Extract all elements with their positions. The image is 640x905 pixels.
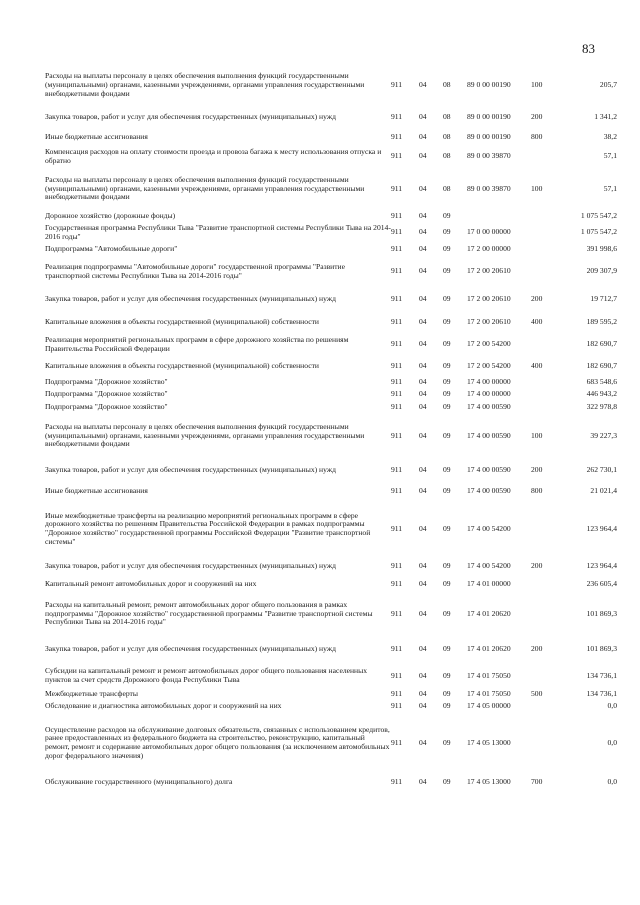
subsection-code-cell: 09 <box>443 361 451 371</box>
ministry-code-cell: 911 <box>391 777 403 787</box>
table-row <box>45 483 617 501</box>
amount-cell: 391 998,6 <box>586 243 617 253</box>
row-description-cell: Субсидии на капитальный ремонт и ремонт автомобильных дорог общего пользования населенных пунктов за счет средств Дорожного фонда Республики Тыва <box>45 666 367 685</box>
expense-type-code-cell: 100 <box>531 80 543 90</box>
row-description-cell: Реализация мероприятий региональных программ в сфере дорожного хозяйства по решениям Правительства Российской Федерации <box>45 334 349 353</box>
section-code-cell: 04 <box>419 430 427 440</box>
ministry-code-cell: 911 <box>391 131 403 141</box>
row-description-cell: Обследование и диагностика автомобильных дорог и сооружений на них <box>45 701 282 711</box>
expense-type-code-cell: 200 <box>531 464 543 474</box>
row-description-cell: Закупка товаров, работ и услуг для обеспечения государственных (муниципальных) нужд <box>45 112 336 122</box>
table-row <box>45 689 617 701</box>
target-article-code-cell: 17 4 01 00000 <box>467 578 511 588</box>
expense-type-code-cell <box>531 224 563 242</box>
expense-type-code-cell: 200 <box>531 644 543 654</box>
table-row <box>45 357 617 377</box>
amount-cell: 39 227,3 <box>590 430 617 440</box>
target-article-code-cell: 17 0 00 00000 <box>467 227 511 237</box>
target-article-code-cell: 17 4 01 20620 <box>467 608 511 618</box>
subsection-code-cell: 09 <box>443 608 451 618</box>
ministry-code-cell: 911 <box>391 689 403 699</box>
expense-type-code-cell <box>531 701 563 713</box>
ministry-code-cell: 911 <box>391 464 403 474</box>
ministry-code-cell: 911 <box>391 578 403 588</box>
row-description-cell: Обслуживание государственного (муниципального) долга <box>45 777 233 787</box>
target-article-code-cell: 17 4 05 13000 <box>467 737 511 747</box>
expense-type-code-cell <box>531 333 563 357</box>
ministry-code-cell: 911 <box>391 293 403 303</box>
table-row <box>45 169 617 209</box>
target-article-code-cell: 17 2 00 20610 <box>467 293 511 303</box>
ministry-code-cell: 911 <box>391 644 403 654</box>
ministry-code-cell: 911 <box>391 112 403 122</box>
ministry-code-cell: 911 <box>391 430 403 440</box>
row-description-cell: Подпрограмма "Дорожное хозяйство" <box>45 402 168 412</box>
table-row <box>45 458 617 483</box>
ministry-code-cell: 911 <box>391 737 403 747</box>
ministry-code-cell: 911 <box>391 316 403 326</box>
row-description-cell: Подпрограмма "Дорожное хозяйство" <box>45 389 168 399</box>
expense-type-code-cell <box>531 389 563 401</box>
ministry-code-cell: 911 <box>391 339 403 349</box>
target-article-code-cell: 17 4 00 54200 <box>467 523 511 533</box>
row-description-cell: Капитальные вложения в объекты государственной (муниципальной) собственности <box>45 316 319 326</box>
subsection-code-cell: 08 <box>443 151 451 161</box>
amount-cell: 1 341,2 <box>594 112 617 122</box>
expense-type-code-cell: 100 <box>531 430 543 440</box>
row-description-cell: Осуществление расходов на обслуживание долговых обязательств, связанных с использованием кредитов, ранее предоставленных из федерального бюджета на строительство, реконструкцию, капитальный ремонт, ремонт и содержание автомобильных дорог общего пользования (за исключением автомобильных дорог федерального значения) <box>45 724 390 760</box>
section-code-cell: 04 <box>419 578 427 588</box>
target-article-code-cell: 17 4 00 54200 <box>467 561 511 571</box>
expense-type-code-cell <box>531 242 563 257</box>
ministry-code-cell: 911 <box>391 183 403 193</box>
subsection-code-cell: 09 <box>443 316 451 326</box>
section-code-cell: 04 <box>419 293 427 303</box>
row-description-cell: Расходы на выплаты персоналу в целях обеспечения выполнения функций государственными (муниципальными) органами, казенными учреждениями, органами управления государственными внебюджетными фондами <box>45 71 365 98</box>
section-code-cell: 04 <box>419 561 427 571</box>
subsection-code-cell: 09 <box>443 670 451 680</box>
section-code-cell: 04 <box>419 339 427 349</box>
amount-cell: 0,0 <box>607 701 617 711</box>
amount-cell: 0,0 <box>607 737 617 747</box>
amount-cell: 21 021,4 <box>590 486 617 496</box>
subsection-code-cell: 08 <box>443 112 451 122</box>
target-article-code-cell: 17 2 00 54200 <box>467 361 511 371</box>
target-article-code-cell: 89 0 00 39870 <box>467 151 511 161</box>
ministry-code-cell: 911 <box>391 151 403 161</box>
section-code-cell: 04 <box>419 151 427 161</box>
target-article-code-cell: 17 4 01 75050 <box>467 670 511 680</box>
row-description-cell: Компенсация расходов на оплату стоимости проезда и провоза багажа к месту использования отпуска и обратно <box>45 146 382 165</box>
subsection-code-cell: 09 <box>443 737 451 747</box>
section-code-cell: 04 <box>419 689 427 699</box>
subsection-code-cell: 09 <box>443 430 451 440</box>
amount-cell: 38,2 <box>603 131 617 141</box>
amount-cell: 101 869,3 <box>586 608 617 618</box>
table-row <box>45 558 617 576</box>
budget-table <box>45 66 617 792</box>
row-description-cell: Закупка товаров, работ и услуг для обеспечения государственных (муниципальных) нужд <box>45 644 336 654</box>
subsection-code-cell: 08 <box>443 80 451 90</box>
target-article-code-cell: 17 4 00 00590 <box>467 430 511 440</box>
subsection-code-cell: 09 <box>443 777 451 787</box>
amount-cell: 205,7 <box>599 80 617 90</box>
section-code-cell: 04 <box>419 211 427 221</box>
ministry-code-cell: 911 <box>391 80 403 90</box>
ministry-code-cell: 911 <box>391 243 403 253</box>
table-row <box>45 130 617 144</box>
section-code-cell: 04 <box>419 486 427 496</box>
section-code-cell: 04 <box>419 227 427 237</box>
target-article-code-cell: 89 0 00 00190 <box>467 131 511 141</box>
expense-type-code-cell <box>531 377 563 389</box>
target-article-code-cell: 17 2 00 20610 <box>467 266 511 276</box>
section-code-cell: 04 <box>419 402 427 412</box>
target-article-code-cell: 17 2 00 00000 <box>467 243 511 253</box>
ministry-code-cell: 911 <box>391 361 403 371</box>
row-description-cell: Закупка товаров, работ и услуг для обеспечения государственных (муниципальных) нужд <box>45 293 336 303</box>
amount-cell: 134 736,1 <box>586 670 617 680</box>
amount-cell: 189 595,2 <box>586 316 617 326</box>
table-row <box>45 312 617 333</box>
section-code-cell: 04 <box>419 266 427 276</box>
subsection-code-cell: 09 <box>443 243 451 253</box>
row-description-cell: Расходы на капитальный ремонт, ремонт автомобильных дорог общего пользования в рамках подпрограммы "Дорожное хозяйство" государственной программы "Развитие транспортной системы Республики Тыва на 2014-2016 годы" <box>45 599 373 627</box>
subsection-code-cell: 08 <box>443 183 451 193</box>
amount-cell: 57,1 <box>603 183 617 193</box>
amount-cell: 209 307,9 <box>586 266 617 276</box>
expense-type-code-cell: 200 <box>531 112 543 122</box>
ministry-code-cell: 911 <box>391 608 403 618</box>
amount-cell: 57,1 <box>603 151 617 161</box>
row-description-cell: Капитальный ремонт автомобильных дорог и сооружений на них <box>45 578 257 588</box>
amount-cell: 101 869,3 <box>586 644 617 654</box>
target-article-code-cell: 17 4 00 00590 <box>467 402 511 412</box>
subsection-code-cell: 09 <box>443 486 451 496</box>
ministry-code-cell: 911 <box>391 701 403 711</box>
expense-type-code-cell <box>531 576 563 593</box>
target-article-code-cell: 17 4 01 75050 <box>467 689 511 699</box>
section-code-cell: 04 <box>419 316 427 326</box>
amount-cell: 262 730,1 <box>586 464 617 474</box>
ministry-code-cell: 911 <box>391 561 403 571</box>
table-row <box>45 415 617 458</box>
subsection-code-cell: 09 <box>443 266 451 276</box>
row-description-cell: Иные межбюджетные трансферты на реализацию мероприятий региональных программ в сфере дорожного хозяйства по решениям Правительства Российской Федерации в рамках подпрограммы "Дорожное хозяйство" государственной программы Российской Федерации "Развитие транспортной системы" <box>45 510 371 546</box>
table-row <box>45 105 617 130</box>
subsection-code-cell: 09 <box>443 377 451 387</box>
ministry-code-cell: 911 <box>391 389 403 399</box>
section-code-cell: 04 <box>419 777 427 787</box>
row-description-cell: Государственная программа Республики Тыва "Развитие транспортной системы Республики Тыва на 2014-2016 годы" <box>45 223 391 241</box>
section-code-cell: 04 <box>419 608 427 618</box>
budget-table-body <box>45 66 617 792</box>
ministry-code-cell: 911 <box>391 670 403 680</box>
subsection-code-cell: 09 <box>443 644 451 654</box>
expense-type-code-cell <box>531 209 563 224</box>
amount-cell: 182 690,7 <box>586 361 617 371</box>
amount-cell: 0,0 <box>607 777 617 787</box>
ministry-code-cell: 911 <box>391 402 403 412</box>
amount-cell: 123 964,4 <box>586 561 617 571</box>
table-row <box>45 401 617 415</box>
amount-cell: 123 964,4 <box>586 523 617 533</box>
section-code-cell: 04 <box>419 377 427 387</box>
table-row <box>45 774 617 792</box>
ministry-code-cell: 911 <box>391 523 403 533</box>
target-article-code-cell: 17 4 00 00590 <box>467 464 511 474</box>
table-row <box>45 66 617 105</box>
page-number: 83 <box>582 41 595 56</box>
subsection-code-cell: 09 <box>443 523 451 533</box>
expense-type-code-cell: 400 <box>531 361 543 371</box>
target-article-code-cell: 89 0 00 00190 <box>467 80 511 90</box>
table-row <box>45 287 617 312</box>
section-code-cell: 04 <box>419 670 427 680</box>
expense-type-code-cell <box>531 144 563 169</box>
expense-type-code-cell <box>531 664 563 689</box>
ministry-code-cell: 911 <box>391 377 403 387</box>
section-code-cell: 04 <box>419 183 427 193</box>
expense-type-code-cell: 400 <box>531 316 543 326</box>
expense-type-code-cell: 200 <box>531 293 543 303</box>
expense-type-code-cell <box>531 501 563 558</box>
subsection-code-cell: 09 <box>443 561 451 571</box>
row-description-cell: Расходы на выплаты персоналу в целях обеспечения выполнения функций государственными (муниципальными) органами, казенными учреждениями, органами управления государственными внебюджетными фондами <box>45 174 365 202</box>
row-description-cell: Расходы на выплаты персоналу в целях обеспечения выполнения функций государственными (муниципальными) органами, казенными учреждениями, органами управления государственными внебюджетными фондами <box>45 421 365 449</box>
subsection-code-cell: 09 <box>443 689 451 699</box>
subsection-code-cell: 09 <box>443 402 451 412</box>
row-description-cell: Реализация подпрограммы "Автомобильные дороги" государственной программы "Развитие транспортной системы Республики Тыва на 2014-2016 годы" <box>45 261 345 280</box>
table-row <box>45 713 617 774</box>
section-code-cell: 04 <box>419 389 427 399</box>
row-description-cell: Иные бюджетные ассигнования <box>45 486 148 496</box>
amount-cell: 1 075 547,2 <box>580 227 617 237</box>
target-article-code-cell: 89 0 00 39870 <box>467 183 511 193</box>
table-row <box>45 593 617 636</box>
row-description-cell: Закупка товаров, работ и услуг для обеспечения государственных (муниципальных) нужд <box>45 464 336 474</box>
expense-type-code-cell <box>531 401 563 415</box>
expense-type-code-cell: 500 <box>531 689 543 699</box>
expense-type-code-cell: 700 <box>531 777 543 787</box>
amount-cell: 683 548,6 <box>586 377 617 387</box>
amount-cell: 1 075 547,2 <box>580 211 617 221</box>
amount-cell: 322 978,8 <box>586 402 617 412</box>
row-description-cell: Капитальные вложения в объекты государственной (муниципальной) собственности <box>45 361 319 371</box>
table-row <box>45 377 617 389</box>
subsection-code-cell: 09 <box>443 389 451 399</box>
section-code-cell: 04 <box>419 523 427 533</box>
target-article-code-cell: 17 4 00 00000 <box>467 377 511 387</box>
amount-cell: 446 943,2 <box>586 389 617 399</box>
row-description-cell: Дорожное хозяйство (дорожные фонды) <box>45 211 176 221</box>
table-row <box>45 333 617 357</box>
ministry-code-cell: 911 <box>391 227 403 237</box>
amount-cell: 236 605,4 <box>586 578 617 588</box>
amount-cell: 182 690,7 <box>586 339 617 349</box>
ministry-code-cell: 911 <box>391 211 403 221</box>
table-row <box>45 501 617 558</box>
subsection-code-cell: 09 <box>443 701 451 711</box>
section-code-cell: 04 <box>419 701 427 711</box>
subsection-code-cell: 09 <box>443 211 451 221</box>
subsection-code-cell: 09 <box>443 227 451 237</box>
subsection-code-cell: 09 <box>443 578 451 588</box>
target-article-code-cell: 17 2 00 54200 <box>467 339 511 349</box>
section-code-cell: 04 <box>419 243 427 253</box>
expense-type-code-cell: 800 <box>531 486 543 496</box>
table-row <box>45 636 617 664</box>
section-code-cell: 04 <box>419 737 427 747</box>
section-code-cell: 04 <box>419 80 427 90</box>
amount-cell: 19 712,7 <box>590 293 617 303</box>
expense-type-code-cell <box>531 257 563 287</box>
subsection-code-cell: 09 <box>443 293 451 303</box>
section-code-cell: 04 <box>419 131 427 141</box>
section-code-cell: 04 <box>419 112 427 122</box>
target-article-code-cell: 17 4 05 13000 <box>467 777 511 787</box>
table-row <box>45 144 617 169</box>
section-code-cell: 04 <box>419 464 427 474</box>
expense-type-code-cell <box>531 593 563 636</box>
ministry-code-cell: 911 <box>391 486 403 496</box>
table-row <box>45 209 617 224</box>
row-description-cell: Подпрограмма "Дорожное хозяйство" <box>45 377 168 387</box>
section-code-cell: 04 <box>419 644 427 654</box>
expense-type-code-cell: 800 <box>531 131 543 141</box>
table-row <box>45 242 617 257</box>
table-row <box>45 389 617 401</box>
target-article-code-cell: 89 0 00 00190 <box>467 112 511 122</box>
subsection-code-cell: 08 <box>443 131 451 141</box>
table-row <box>45 576 617 593</box>
ministry-code-cell: 911 <box>391 266 403 276</box>
target-article-code-cell: 17 4 00 00590 <box>467 486 511 496</box>
subsection-code-cell: 09 <box>443 339 451 349</box>
target-article-code-cell: 17 2 00 20610 <box>467 316 511 326</box>
target-article-code-cell: 17 4 05 00000 <box>467 701 511 711</box>
table-row <box>45 257 617 287</box>
target-article-code-cell: 17 4 01 20620 <box>467 644 511 654</box>
target-article-code-cell: 17 4 00 00000 <box>467 389 511 399</box>
row-description-cell: Межбюджетные трансферты <box>45 689 138 699</box>
table-row <box>45 664 617 689</box>
expense-type-code-cell <box>531 713 563 774</box>
target-article-code-cell <box>467 209 531 224</box>
subsection-code-cell: 09 <box>443 464 451 474</box>
section-code-cell: 04 <box>419 361 427 371</box>
row-description-cell: Закупка товаров, работ и услуг для обеспечения государственных (муниципальных) нужд <box>45 561 336 571</box>
row-description-cell: Подпрограмма "Автомобильные дороги" <box>45 243 178 253</box>
amount-cell: 134 736,1 <box>586 689 617 699</box>
expense-type-code-cell: 100 <box>531 183 543 193</box>
table-row <box>45 701 617 713</box>
table-row <box>45 224 617 242</box>
expense-type-code-cell: 200 <box>531 561 543 571</box>
row-description-cell: Иные бюджетные ассигнования <box>45 131 148 141</box>
